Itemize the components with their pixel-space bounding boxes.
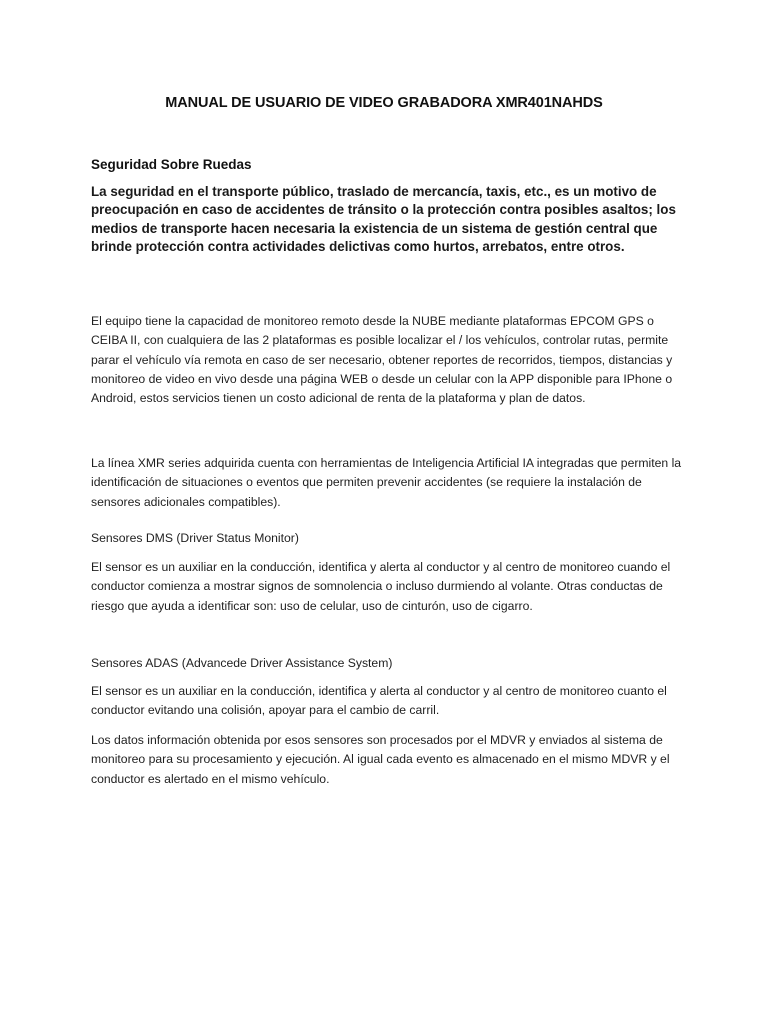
paragraph-dms-sensor: El sensor es un auxiliar en la conducción, identifica y alerta al conductor y al centro de monitoreo cuando el conductor comienza a mostrar signos de somnolencia o incluso durmiendo al volante. Otras conductas de riesgo que ayuda a identificar son: uso de celular, uso de cinturón, uso de cigarro. (91, 560, 671, 613)
intro-paragraph: La seguridad en el transporte público, traslado de mercancía, taxis, etc., es un motivo de preocupación en caso de accidentes de tránsito o la protección contra posibles asaltos; los medios de transporte hacen necesaria la existencia de un sistema de gestión central que brinde protección contra actividades delictivas como hurtos, arrebatos, entre otros. (91, 184, 676, 254)
section-heading: Seguridad Sobre Ruedas (91, 157, 252, 172)
paragraph-ai-tools: La línea XMR series adquirida cuenta con herramientas de Inteligencia Artificial IA integradas que permiten la identificación de situaciones o eventos que permiten prevenir accidentes (se requiere la instalación de sensores adicionales compatibles). (91, 456, 682, 509)
document-title: MANUAL DE USUARIO DE VIDEO GRABADORA XMR401NAHDS (165, 95, 603, 111)
paragraph-adas-sensor: El sensor es un auxiliar en la conducción, identifica y alerta al conductor y al centro de monitoreo cuanto el conductor evitando una colisión, apoyar para el cambio de carril. (91, 684, 667, 718)
subheading-adas: Sensores ADAS (Advancede Driver Assistance System) (91, 656, 393, 670)
subheading-dms: Sensores DMS (Driver Status Monitor) (91, 531, 299, 545)
paragraph-remote-monitoring: El equipo tiene la capacidad de monitoreo remoto desde la NUBE mediante plataformas EPCOM GPS o CEIBA II, con cualquiera de las 2 plataformas es posible localizar el / los vehículos, controlar rutas, permite parar el vehículo vía remota en caso de ser necesario, obtener reportes de recorridos, tiempos, distancias y monitoreo de video en vivo desde una página WEB o desde un celular con la APP disponible para IPhone o Android, estos servicios tienen un costo adicional de renta de la plataforma y plan de datos. (91, 314, 673, 406)
paragraph-data-processing: Los datos información obtenida por esos sensores son procesados por el MDVR y enviados al sistema de monitoreo para su procesamiento y ejecución. Al igual cada evento es almacenado en el mismo MDVR y el conductor es alertado en el mismo vehículo. (91, 733, 670, 786)
